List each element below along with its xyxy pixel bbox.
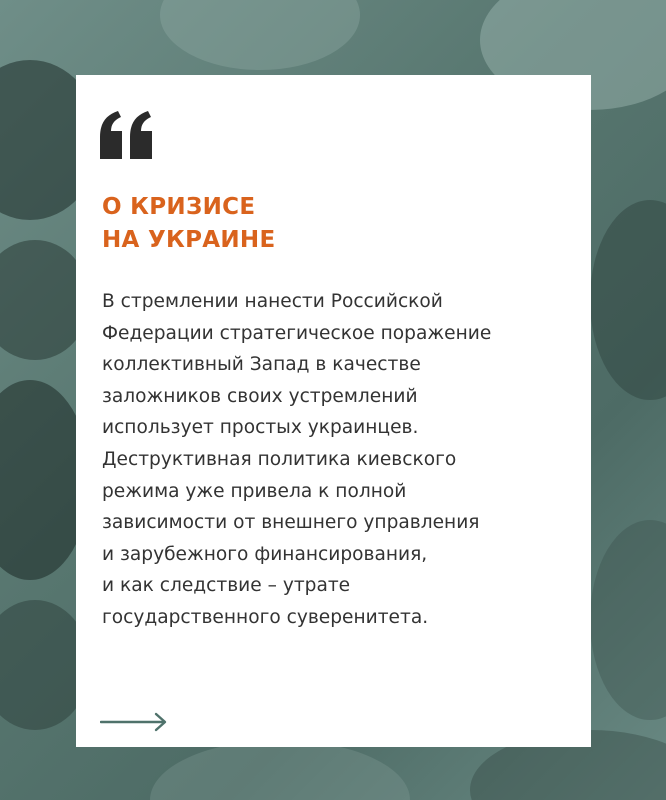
body-line: коллективный Запад в качестве bbox=[102, 354, 421, 376]
body-line: режима уже привела к полной bbox=[102, 480, 407, 502]
quote-icon bbox=[100, 111, 154, 159]
body-line: Деструктивная политика киевского bbox=[102, 448, 457, 470]
body-line: зависимости от внешнего управления bbox=[102, 512, 480, 534]
quote-card bbox=[76, 75, 591, 747]
heading-line: О КРИЗИСЕ bbox=[102, 194, 256, 220]
body-line: государственного суверенитета. bbox=[102, 606, 429, 628]
quote-body bbox=[102, 286, 491, 634]
body-line: В стремлении нанести Российской bbox=[102, 291, 443, 312]
heading-line: НА УКРАИНЕ bbox=[102, 227, 276, 253]
body-line: Федерации стратегическое поражение bbox=[102, 322, 492, 344]
body-line: заложников своих устремлений bbox=[102, 385, 418, 407]
body-line: и как следствие – утрате bbox=[102, 575, 351, 597]
body-line: и зарубежного финансирования, bbox=[102, 543, 428, 565]
card-heading bbox=[102, 191, 275, 257]
arrow-right-icon[interactable] bbox=[100, 711, 168, 733]
body-line: использует простых украинцев. bbox=[102, 417, 419, 439]
